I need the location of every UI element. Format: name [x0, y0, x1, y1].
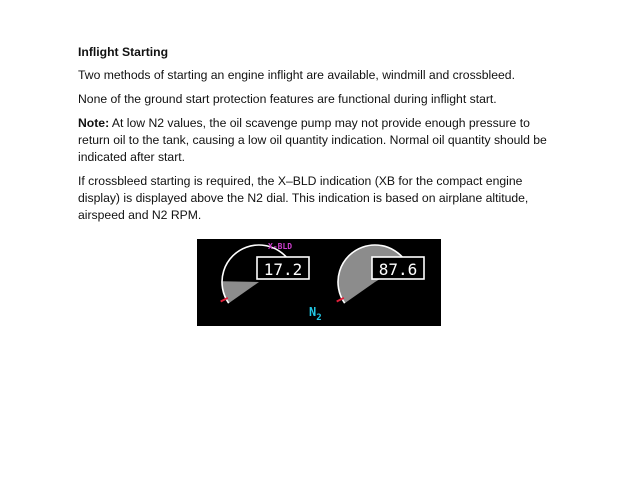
- document-body: [78, 44, 564, 231]
- xbld-indication: X-BLD: [268, 242, 293, 251]
- paragraph-methods: Two methods of starting an engine inflight are available, windmill and crossbleed.: [78, 68, 515, 82]
- paragraph-crossbleed: If crossbleed starting is required, the X–BLD indication (XB for the compact engine display) is displayed above the N2 dial. This indication is based on airplane altitude, airspeed and N2 RPM.: [78, 174, 529, 222]
- n2-label: [309, 305, 322, 323]
- paragraph-protection: None of the ground start protection features are functional during inflight start.: [78, 92, 497, 106]
- n2-label-subscript: 2: [316, 313, 322, 323]
- note-label: Note:: [78, 116, 110, 130]
- n2-display-graphic: [197, 239, 441, 326]
- section-heading: Inflight Starting: [78, 45, 169, 59]
- note-text: At low N2 values, the oil scavenge pump may not provide enough pressure to return oil to the tank, causing a low oil quantity indication. Normal oil quantity should be indicated after start.: [78, 116, 547, 164]
- engine1-n2-fill: [222, 281, 259, 303]
- engine2-n2-dial: [337, 245, 424, 303]
- note-paragraph: [78, 115, 564, 166]
- engine1-n2-readout: 17.2: [263, 260, 303, 279]
- engine-n2-display: [197, 239, 441, 326]
- engine2-n2-readout: 87.6: [378, 260, 418, 279]
- n2-label-letter: N: [309, 305, 317, 319]
- engine1-n2-dial: [221, 245, 309, 303]
